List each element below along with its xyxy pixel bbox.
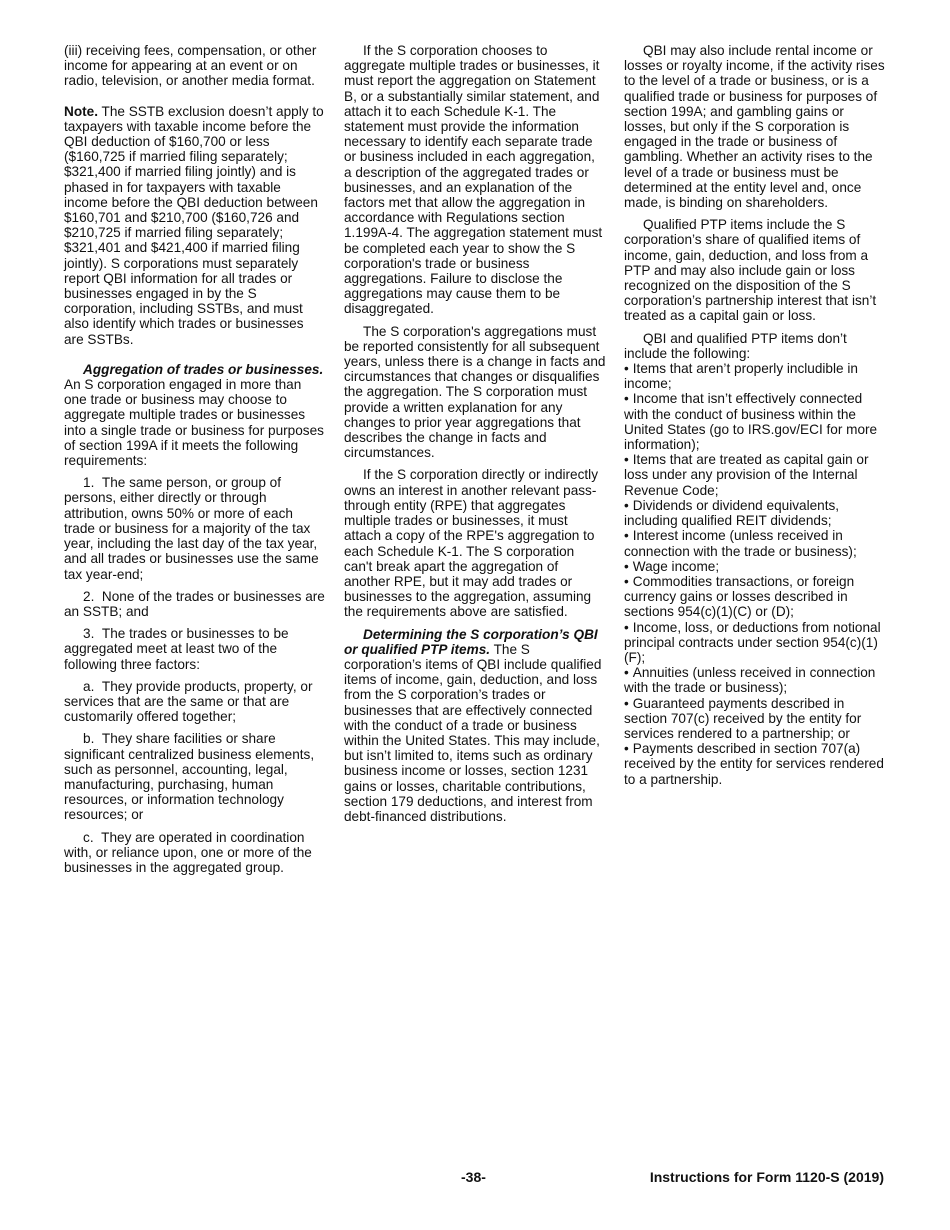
- bullet-icon: •: [624, 741, 629, 757]
- heading-determining-qbi: Determining the S corporation’s QBI or qualified PTP items.: [344, 626, 598, 657]
- list-item: • Guaranteed payments described in section 707(c) received by the entity for services rendered to a partnership; or: [624, 695, 862, 741]
- factor-a: a. They provide products, property, or services that are the same or that are customarily offered together;: [64, 678, 313, 725]
- list-item: • Income, loss, or deductions from notional principal contracts under section 954(c)(1)(F);: [624, 619, 881, 665]
- column-middle: [344, 43, 606, 831]
- bullet-icon: •: [624, 665, 629, 681]
- requirement-2: 2. None of the trades or businesses are an SSTB; and: [64, 588, 325, 619]
- factor-c: c. They are operated in coordination with, or reliance upon, one or more of the businesses in the aggregated group.: [64, 829, 312, 875]
- paragraph-statement-b: If the S corporation chooses to aggregate multiple trades or businesses, it must report the aggregation on Statement B, or a substantially similar statement, and attach it to each Schedule K-1. The statement must provide the information necessary to identify each separate trade or business included in each aggregation, a description of the aggregated trades or businesses, and an explanation of the factors met that allow the aggregation in accordance with Regulations section 1.199A-4. The aggregation statement must be completed each year to show the S corporation's trade or business aggregations. Failure to disclose the aggregations may cause them to be disaggregated.: [344, 43, 603, 317]
- column-right: [624, 43, 886, 787]
- paragraph-note: [64, 104, 326, 347]
- paragraph-exclusions-intro: QBI and qualified PTP items don’t include the following:: [624, 330, 847, 361]
- factor-b: b. They share facilities or share significant centralized business elements, such as personnel, accounting, legal, manufacturing, purchasing, human resources, or information technology resources; or: [64, 731, 315, 823]
- aggregation-text: An S corporation engaged in more than one trade or business may choose to aggregate multiple trades or businesses into a single trade or business for purposes of section 199A if it meets the following requirements:: [64, 377, 324, 469]
- bullet-icon: •: [624, 391, 629, 407]
- heading-aggregation: Aggregation of trades or businesses.: [83, 361, 324, 377]
- paragraph-determining-qbi: [344, 627, 606, 825]
- bullet-icon: •: [624, 619, 629, 635]
- column-left: [64, 43, 326, 882]
- bullet-icon: •: [624, 573, 629, 589]
- list-item: • Annuities (unless received in connection with the trade or business);: [624, 665, 876, 696]
- list-item: • Items that aren’t properly includible in income;: [624, 361, 858, 392]
- bullet-icon: •: [624, 452, 629, 468]
- note-text: The SSTB exclusion doesn’t apply to taxpayers with taxable income before the QBI deduction of $160,700 or less ($160,725 if married filing separately; $321,400 if married filing jointly) and is phased in for taxpayers with taxable income before the QBI deduction between $160,701 and $210,700 ($160,726 and $210,725 if married filing separately; $321,401 and $421,400 if married filing jointly). S corporations must separately report QBI information for all trades or businesses engaged in by the S corporation, including SSTBs, and must also identify which trades or businesses are SSTBs.: [64, 103, 324, 347]
- bullet-icon: •: [624, 558, 629, 574]
- paragraph-rental-gambling: QBI may also include rental income or losses or royalty income, if the activity rises to the level of a trade or business, or is a qualified trade or business for purposes of section 199A; and gambling gains or losses, but only if the S corporation is engaged in the trade or business of gambling. Whether an activity rises to the level of a trade or business must be determined at the entity level and, once made, is binding on shareholders.: [624, 43, 885, 211]
- paragraph-qualified-ptp: Qualified PTP items include the S corporation’s share of qualified items of income, gain, deduction, and loss from a PTP and may also include gain or loss recognized on the disposition of the S corporation’s partnership interest that isn’t treated as a capital gain or loss.: [624, 217, 877, 324]
- list-item: • Dividends or dividend equivalents, including qualified REIT dividends;: [624, 497, 840, 529]
- list-item: • Interest income (unless received in connection with the trade or business);: [624, 528, 857, 559]
- requirement-3: 3. The trades or businesses to be aggregated meet at least two of the following three factors:: [64, 626, 289, 672]
- requirement-1: 1. The same person, or group of persons, either directly or through attribution, owns 50% or more of each trade or business for a majority of the tax year, including the last day of the tax year, and all trades or businesses use the same tax year-end;: [64, 475, 319, 582]
- note-label: Note.: [64, 103, 98, 119]
- bullet-icon: •: [624, 695, 629, 711]
- list-item: • Income that isn’t effectively connected with the conduct of business within the United States (go to IRS.gov/ECI for more information);: [624, 391, 878, 453]
- form-title: Instructions for Form 1120-S (2019): [649, 1169, 884, 1185]
- paragraph-aggregation: [64, 362, 326, 468]
- list-item: • Wage income;: [624, 558, 720, 574]
- paragraph-consistency: The S corporation's aggregations must be reported consistently for all subsequent years, unless there is a change in facts and circumstances that changes or disqualifies the aggregation. The S corporation must provide a written explanation for any changes to prior year aggregations that describes the change in facts and circumstances.: [344, 323, 606, 461]
- exclusion-list: [624, 361, 886, 787]
- page-number: -38-: [461, 1169, 486, 1185]
- list-item: • Commodities transactions, or foreign currency gains or losses described in sections 954(c)(1)(C) or (D);: [624, 573, 855, 620]
- bullet-icon: •: [624, 497, 629, 513]
- list-item: • Items that are treated as capital gain or loss under any provision of the Internal Revenue Code;: [624, 452, 869, 498]
- paragraph-media-income: (iii) receiving fees, compensation, or other income for appearing at an event or on radio, television, or another media format.: [64, 43, 317, 89]
- list-item: • Payments described in section 707(a) received by the entity for services rendered to a partnership.: [624, 741, 884, 787]
- paragraph-rpe: If the S corporation directly or indirectly owns an interest in another relevant pass-through entity (RPE) that aggregates multiple trades or businesses, it must attach a copy of the RPE's aggregation to each Schedule K-1. The S corporation can't break apart the aggregation of another RPE, but it may add trades or businesses to the aggregation, assuming the requirements above are satisfied.: [344, 467, 599, 620]
- bullet-icon: •: [624, 361, 629, 377]
- bullet-icon: •: [624, 528, 629, 544]
- determining-qbi-text: The S corporation’s items of QBI include qualified items of income, gain, deduction, and loss from the S corporation’s trades or businesses that are effectively connected with the conduct of a trade or business within the United States. This may include, but isn’t limited to, items such as ordinary business income or losses, section 1231 gains or losses, charitable contributions, section 179 deductions, and interest from debt-financed distributions.: [344, 641, 602, 824]
